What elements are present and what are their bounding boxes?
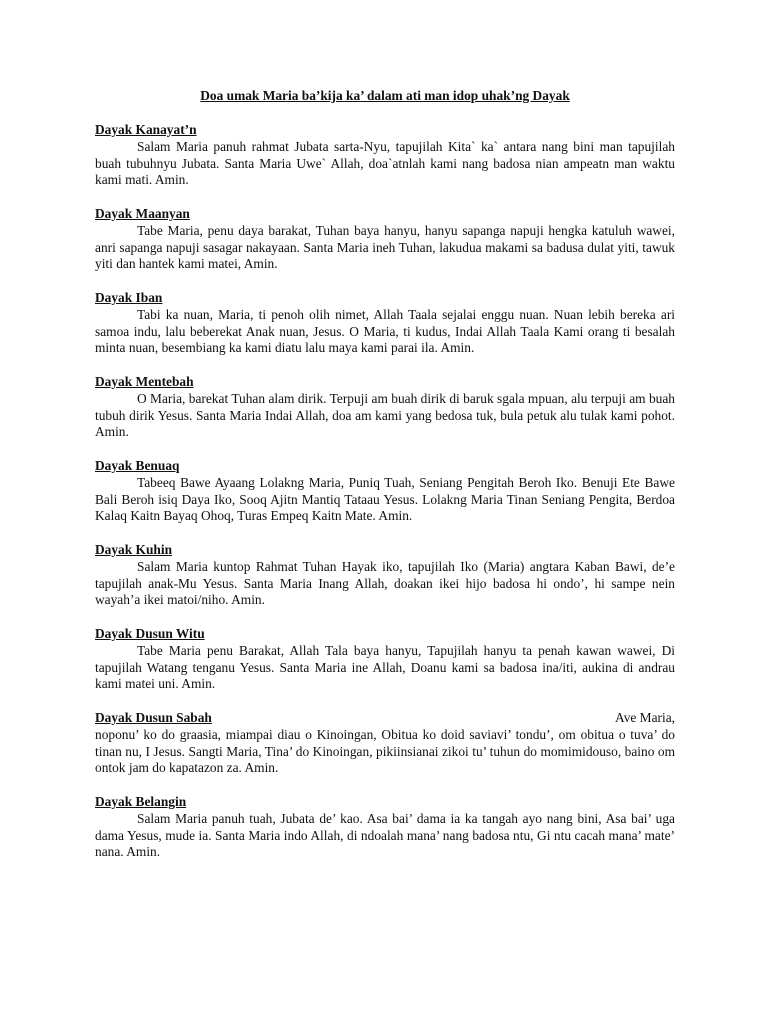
section-heading: Dayak Dusun Witu [95,626,205,641]
section-dayak-dusun-sabah [95,710,675,777]
section-heading: Dayak Belangin [95,794,187,809]
section-body: Tabe Maria penu Barakat, Allah Tala baya hanyu, Tapujilah hanyu ta penah kawan wawei, Di tapujilah Watang tenganu Yesus. Santa Maria ine Allah, Doanu kami sa badosa ina/iti, aukina di andrau kami matei uni. Amin. [95,642,675,692]
section-body: Tabe Maria, penu daya barakat, Tuhan baya hanyu, hanyu sapanga napuji hengka katuluh wawei, anri sapanga napuji sasagar nakayaan. Santa Maria ineh Tuhan, lakudua makami sa badusa dulat yiti, tawuk yiti dan hantek kami matei, Amin. [95,222,675,272]
section-heading: Dayak Kanayat’n [95,122,197,137]
section-body: Salam Maria panuh tuah, Jubata de’ kao. Asa bai’ dama ia ka tangah ayo nang bini, Asa bai’ uga dama Yesus, mude ia. Santa Maria indo Allah, di ndoalah mana’ nang badosa ntu, Gi ntu cacah mana’ mate’ nana. Amin. [95,810,675,860]
section-dayak-benuaq [95,458,675,525]
section-body: Tabeeq Bawe Ayaang Lolakng Maria, Puniq Tuah, Seniang Pengitah Beroh Iko. Benuji Ete Bawe Bali Beroh isiq Daya Iko, Sooq Ajitn Mantiq Tataau Yesus. Lolakng Maria Tinan Seniang Pengita, Berdoa Kalaq Kaitn Bayaq Ohoq, Turas Empeq Kaitn Mate. Amin. [95,474,675,524]
section-heading: Dayak Iban [95,290,163,305]
section-heading-row [95,710,675,727]
section-body: Tabi ka nuan, Maria, ti penoh olih nimet, Allah Taala sejalai enggu nuan. Nuan lebih bereka ari samoa indu, lalu beberekat Anak nuan, Jesus. O Maria, ti kudus, Indai Allah Taala Kami orang ti besalah minta nuan, besembiang ka kami diatu lalu maya kami parai ila. Amin. [95,306,675,356]
section-dayak-dusun-witu [95,626,675,693]
section-heading: Dayak Benuaq [95,458,180,473]
document-title: Doa umak Maria ba’kija ka’ dalam ati man idop uhak’ng Dayak [200,88,570,103]
section-heading: Dayak Mentebah [95,374,194,389]
section-dayak-belangin [95,794,675,861]
section-dayak-maanyan [95,206,675,273]
section-heading: Dayak Dusun Sabah [95,710,212,725]
section-body: Salam Maria panuh rahmat Jubata sarta-Nyu, tapujilah Kita` ka` antara nang bini man tapujilah buah tubuhnyu Jubata. Santa Maria Uwe` Allah, doa`atnlah kami nang badosa nian ampeatn man waktu kami mati. Amin. [95,138,675,188]
section-dayak-mentebah [95,374,675,441]
section-heading: Dayak Kuhin [95,542,173,557]
section-heading: Dayak Maanyan [95,206,190,221]
section-body: Salam Maria kuntop Rahmat Tuhan Hayak iko, tapujilah Iko (Maria) angtara Kaban Bawi, de’e tapujilah anak-Mu Yesus. Santa Maria Inang Allah, doakan ikei hijo badosa hi ondo’, hi sampe nein wayah’a ikei matoi/niho. Amin. [95,558,675,608]
section-dayak-kanayatn [95,122,675,189]
section-body: O Maria, barekat Tuhan alam dirik. Terpuji am buah dirik di baruk sgala mpuan, alu terpuji am buah tubuh dirik Yesus. Santa Maria Indai Allah, doa am kami yang bedosa tuk, bula petuk alu tulak kami pohot. Amin. [95,390,675,440]
section-body: noponu’ ko do graasia, miampai diau o Kinoingan, Obitua ko doid saviavi’ tondu’, om obitua o tuva’ do tinan nu, I Jesus. Sangti Maria, Tina’ do Kinoingan, pikiinsianai zikoi tu’ tuhun do momimidouso, baino om ontok jam do kapatazon za. Amin. [95,726,675,776]
section-dayak-kuhin [95,542,675,609]
section-dayak-iban [95,290,675,357]
section-lead-text: Ave Maria, [615,710,675,725]
